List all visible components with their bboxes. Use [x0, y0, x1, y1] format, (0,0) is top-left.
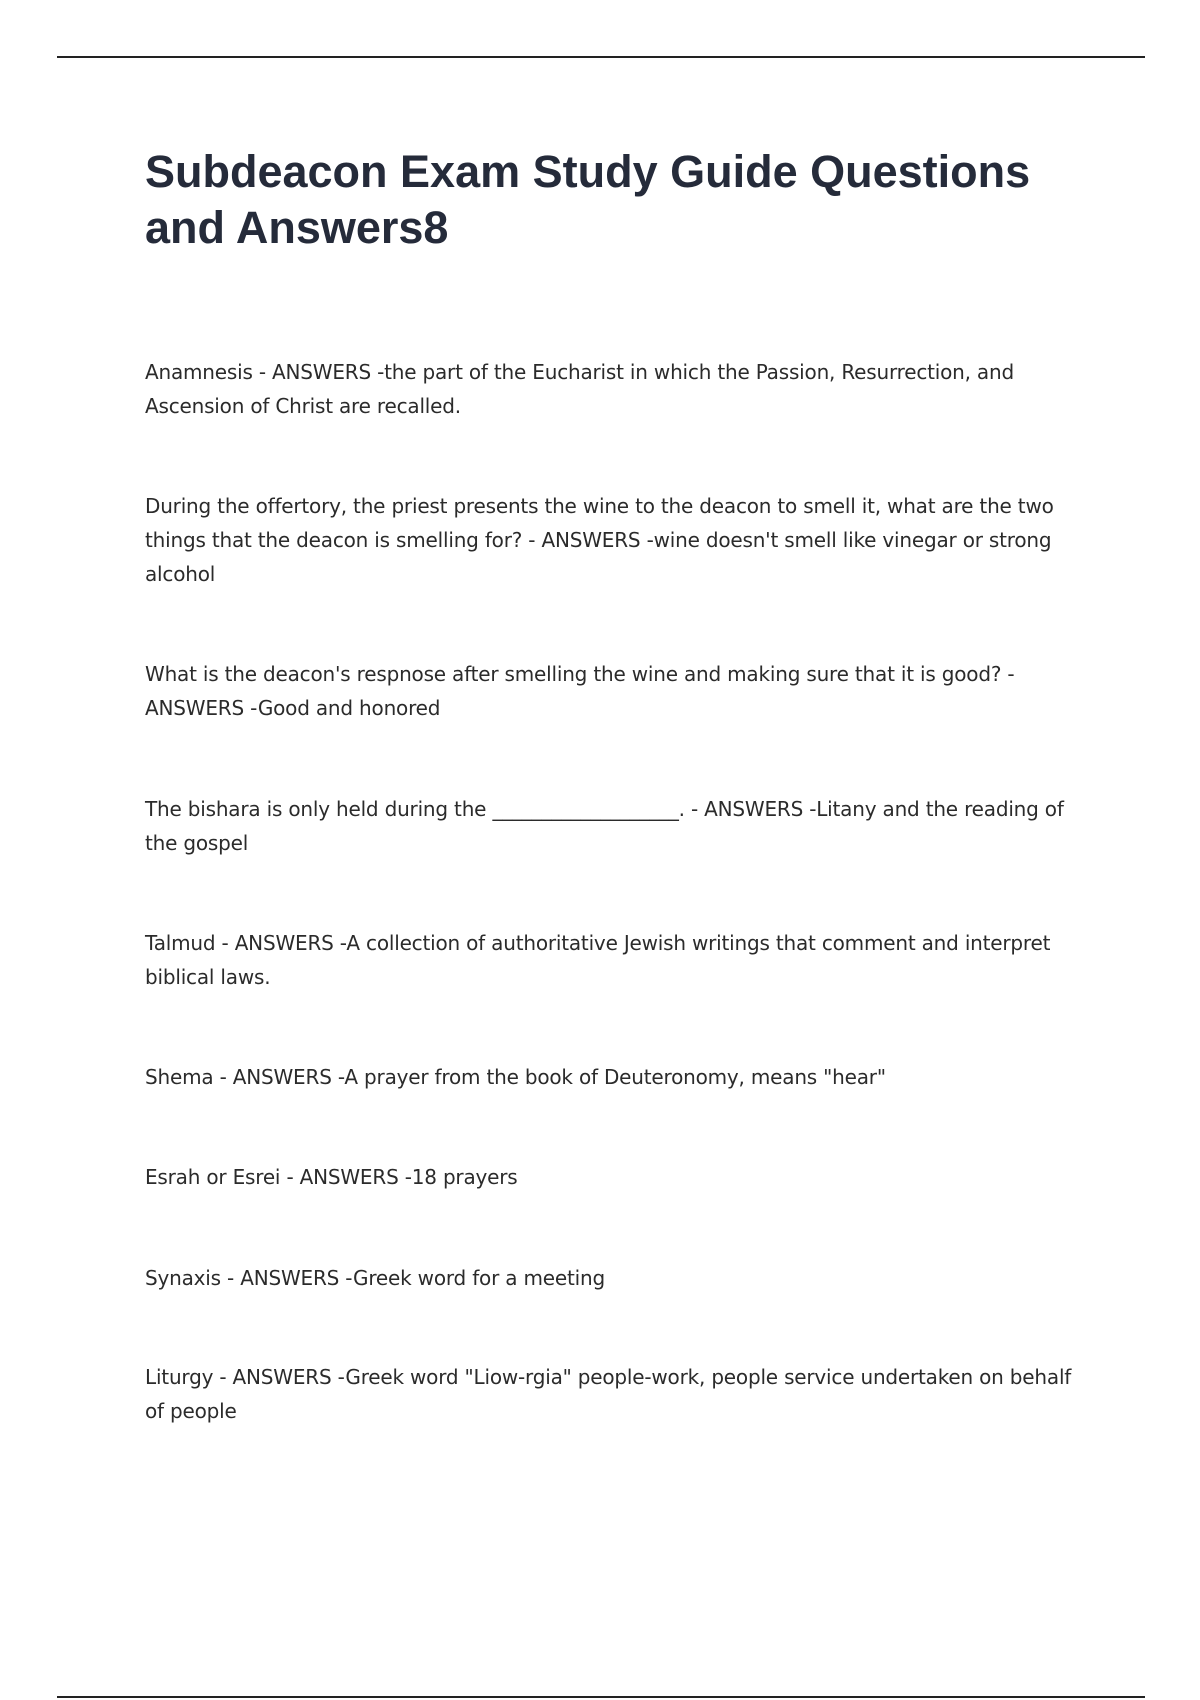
qa-item-shema: Shema - ANSWERS -A prayer from the book of Deuteronomy, means "hear": [145, 1065, 886, 1089]
qa-item-offertory-wine: During the offertory, the priest presents the wine to the deacon to smell it, what are the two things that the deacon is smelling for? - ANSWERS -wine doesn't smell like vinegar or strong alcohol: [145, 494, 1054, 586]
qa-item-talmud: Talmud - ANSWERS -A collection of authoritative Jewish writings that comment and interpret biblical laws.: [145, 931, 1051, 989]
qa-item-synaxis: Synaxis - ANSWERS -Greek word for a meeting: [145, 1266, 605, 1290]
qa-item-esrah: Esrah or Esrei - ANSWERS -18 prayers: [145, 1165, 518, 1189]
bottom-rule: [57, 1696, 1145, 1698]
top-rule: [57, 56, 1145, 58]
qa-item-bishara: The bishara is only held during the ___________________. - ANSWERS -Litany and the reading of the gospel: [145, 797, 1064, 855]
qa-item-liturgy: Liturgy - ANSWERS -Greek word "Liow-rgia" people-work, people service undertaken on behalf of people: [145, 1365, 1072, 1423]
document-title: Subdeacon Exam Study Guide Questions and Answers8: [145, 146, 1031, 253]
qa-item-anamnesis: Anamnesis - ANSWERS -the part of the Eucharist in which the Passion, Resurrection, and Ascension of Christ are recalled.: [145, 360, 1014, 418]
qa-item-deacon-response: What is the deacon's respnose after smelling the wine and making sure that it is good? - ANSWERS -Good and honored: [145, 662, 1015, 720]
